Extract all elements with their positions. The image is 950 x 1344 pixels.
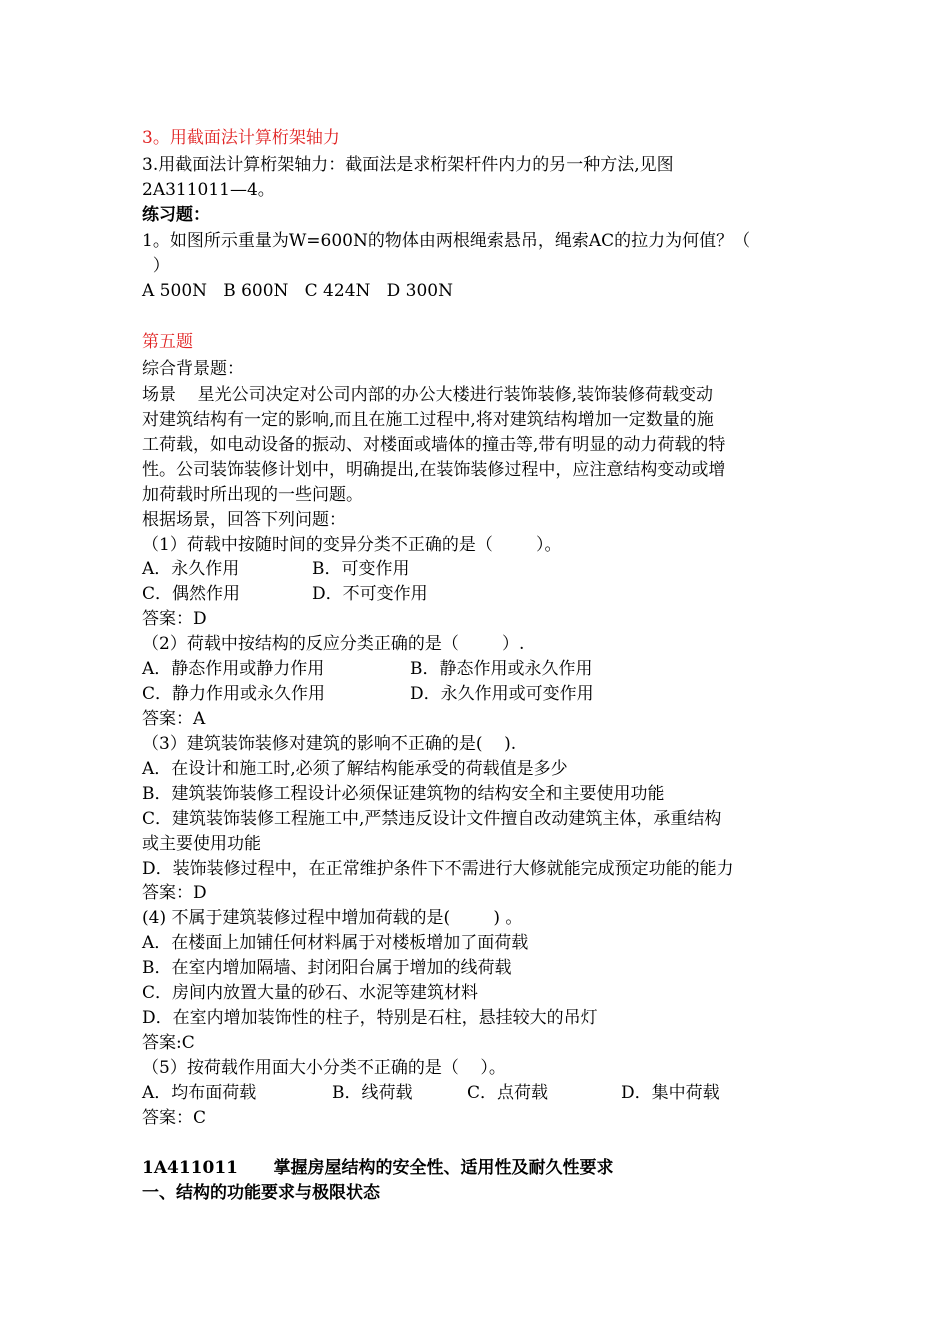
q4-option-b: B．在室内增加隔墙、封闭阳台属于增加的线荷载 xyxy=(142,958,512,978)
scene-prompt: 根据场景，回答下列问题： xyxy=(142,510,346,530)
question-2: （2）荷载中按结构的反应分类正确的是（ ）. xyxy=(142,634,525,654)
question-1: （1）荷载中按随时间的变异分类不正确的是（ ）。 xyxy=(142,535,562,555)
q2-option-a: A．静态作用或静力作用 xyxy=(142,659,325,679)
section5-label: 综合背景题： xyxy=(142,359,244,379)
scene-line: 工荷载，如电动设备的振动、对楼面或墙体的撞击等,带有明显的动力荷载的特 xyxy=(142,435,726,455)
q4-option-d: D．在室内增加装饰性的柱子，特别是石柱，悬挂较大的吊灯 xyxy=(142,1008,598,1028)
question-4: (4) 不属于建筑装修过程中增加荷载的是( ) 。 xyxy=(142,908,523,928)
q5-option-b: B．线荷载 xyxy=(332,1083,413,1103)
q5-option-d: D．集中荷载 xyxy=(621,1083,720,1103)
q3-option-b: B．建筑装饰装修工程设计必须保证建筑物的结构安全和主要使用功能 xyxy=(142,784,665,804)
section5-heading: 第五题 xyxy=(142,332,193,352)
section3-intro-line2: 2A311011—4。 xyxy=(142,180,275,200)
scene-line: 性。公司装饰装修计划中，明确提出,在装饰装修过程中，应注意结构变动或增 xyxy=(142,460,726,480)
q2-option-d: D．永久作用或可变作用 xyxy=(410,684,594,704)
question-3: （3）建筑装饰装修对建筑的影响不正确的是( ). xyxy=(142,734,517,754)
q1-line1: 1。如图所示重量为W=600N的物体由两根绳索悬吊，绳索AC的拉力为何值？（ xyxy=(142,231,751,251)
q1-option-a: A．永久作用 xyxy=(142,559,240,579)
q3-option-d: D．装饰装修过程中，在正常维护条件下不需进行大修就能完成预定功能的能力 xyxy=(142,859,734,879)
q5-answer: 答案：C xyxy=(142,1108,207,1128)
q1-option-b: B．可变作用 xyxy=(312,559,410,579)
scene-line: 对建筑结构有一定的影响,而且在施工过程中,将对建筑结构增加一定数量的施 xyxy=(142,410,714,430)
q4-option-c: C．房间内放置大量的砂石、水泥等建筑材料 xyxy=(142,983,479,1003)
subheading: 一、结构的功能要求与极限状态 xyxy=(142,1183,380,1203)
q2-option-b: B．静态作用或永久作用 xyxy=(410,659,593,679)
q1-line2: ） xyxy=(142,256,170,276)
section3-intro-line1: 3.用截面法计算桁架轴力：截面法是求桁架杆件内力的另一种方法,见图 xyxy=(142,155,674,175)
q1-option-c: C．偶然作用 xyxy=(142,584,241,604)
q1-options: A 500N B 600N C 424N D 300N xyxy=(142,281,453,301)
q1-option-d: D．不可变作用 xyxy=(312,584,428,604)
scene-line: 场景 星光公司决定对公司内部的办公大楼进行装饰装修,装饰装修荷载变动 xyxy=(142,385,714,405)
question-5: （5）按荷载作用面大小分类不正确的是（ ）。 xyxy=(142,1058,506,1078)
section3-heading: 3。用截面法计算桁架轴力 xyxy=(142,128,340,148)
q2-option-c: C．静力作用或永久作用 xyxy=(142,684,326,704)
q1-answer: 答案：D xyxy=(142,609,207,629)
q3-option-c-line2: 或主要使用功能 xyxy=(142,834,261,854)
practice-label: 练习题： xyxy=(142,205,210,225)
q4-option-a: A．在楼面上加铺任何材料属于对楼板增加了面荷载 xyxy=(142,933,529,953)
scene-line: 加荷载时所出现的一些问题。 xyxy=(142,485,363,505)
q5-option-a: A．均布面荷载 xyxy=(142,1083,257,1103)
q4-answer: 答案:C xyxy=(142,1033,195,1053)
q3-answer: 答案：D xyxy=(142,883,207,903)
q5-option-c: C．点荷载 xyxy=(467,1083,549,1103)
q3-option-c-line1: C．建筑装饰装修工程施工中,严禁违反设计文件擅自改动建筑主体，承重结构 xyxy=(142,809,722,829)
q3-option-a: A．在设计和施工时,必须了解结构能承受的荷载值是多少 xyxy=(142,759,568,779)
section-code-title: 1A411011 掌握房屋结构的安全性、适用性及耐久性要求 xyxy=(142,1158,614,1178)
q2-answer: 答案：A xyxy=(142,709,206,729)
